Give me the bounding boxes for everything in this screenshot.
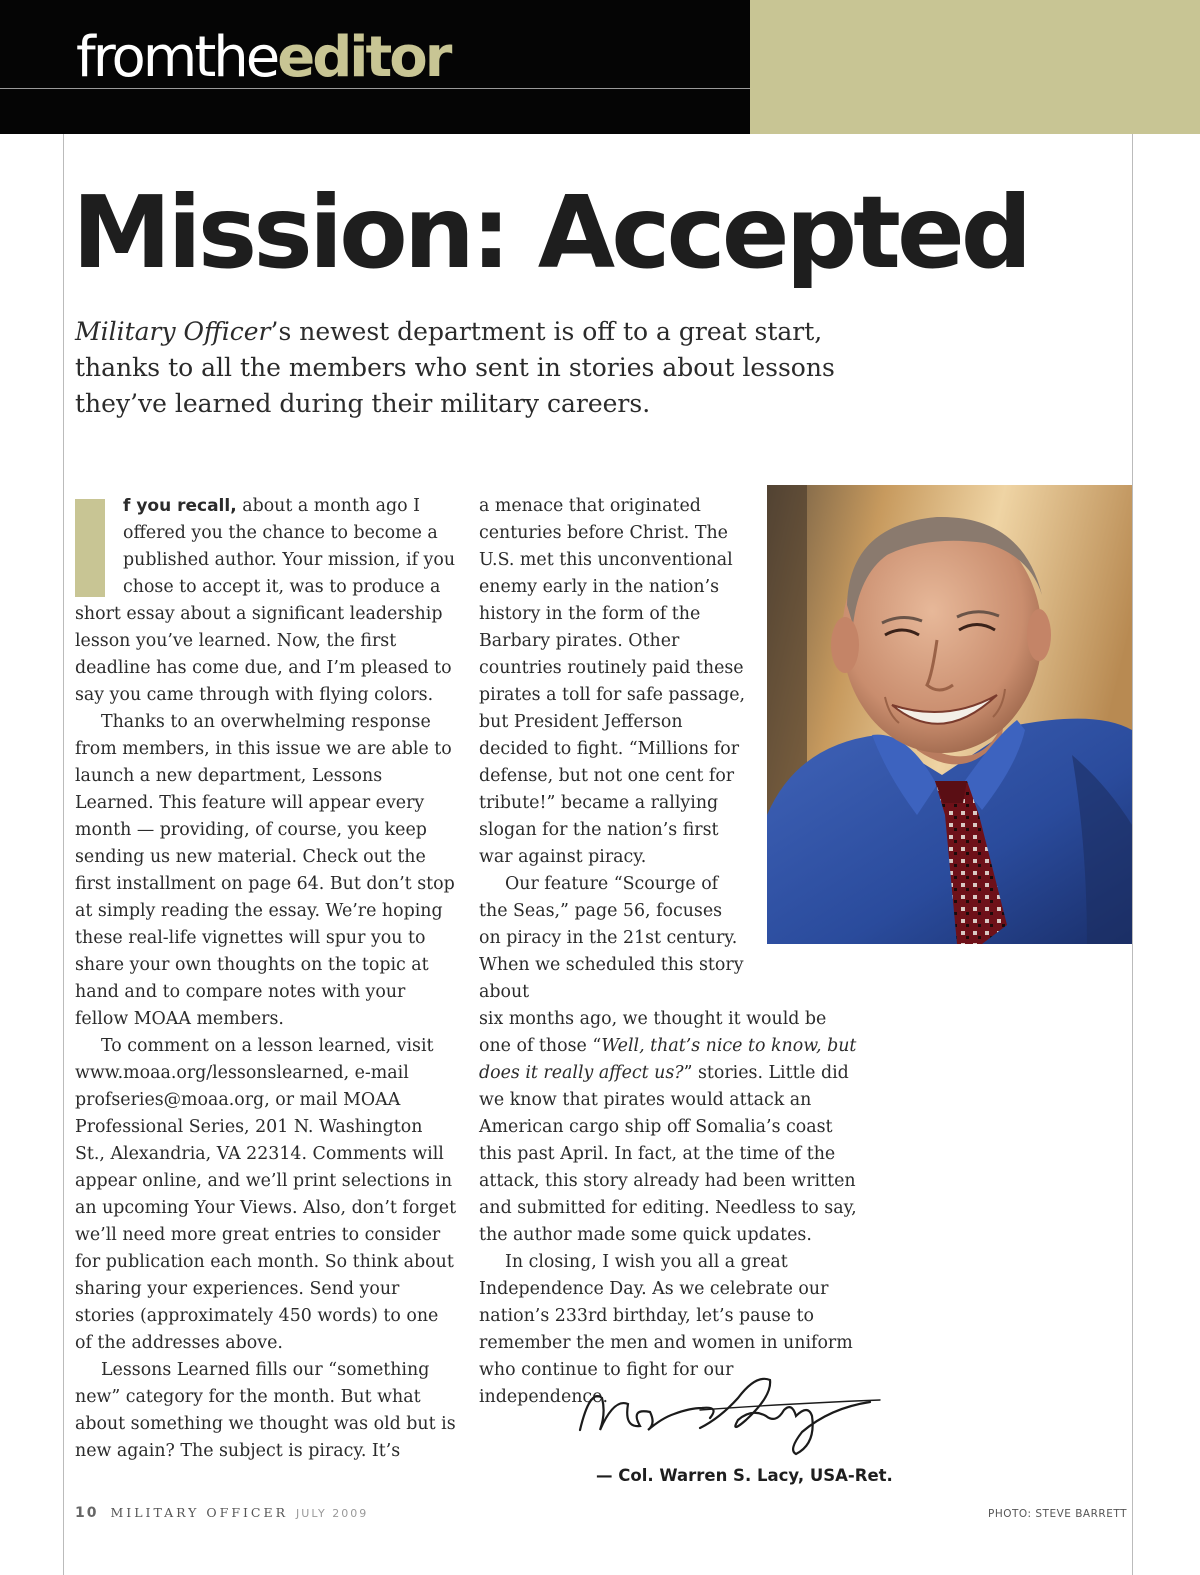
article-paragraph: Our feature “Scourge of the Seas,” page 56, focuses on piracy in the 21st century. When we scheduled this story about xyxy=(479,874,744,1002)
article-paragraph xyxy=(75,493,457,709)
frame-right-rule xyxy=(1132,134,1133,1575)
article-paragraph: Lessons Learned fills our “something new” category for the month. But what about something we thought was old but is new again? The subject is piracy. It’s xyxy=(75,1360,456,1461)
article-paragraph-continued: a menace that originated centuries before Christ. The U.S. met this unconventional enemy early in the nation’s history in the form of the Barbary pirates. Other countries routinely paid these pirates a toll for safe passage, but President Jefferson decided to fight. “Millions for defense, but not one cent for tribute!” became a rallying slogan for the nation’s first war against piracy. xyxy=(479,496,746,867)
article-column-1 xyxy=(75,493,457,1465)
frame-left-rule xyxy=(63,134,64,1575)
issue-date: JULY 2009 xyxy=(296,1507,369,1520)
article-paragraph: To comment on a lesson learned, visit www.moaa.org/lessonslearned, e-mail profseries@moaa.org, or mail MOAA Professional Series, 201 N. Washington St., Alexandria, VA 22314. Comments will appear online, and we’ll print selections in an upcoming Your Views. Also, don’t forget we’ll need more great entries to consider for publication each month. So think about sharing your experiences. Send your stories (approximately 450 words) to one of the addresses above. xyxy=(75,1036,457,1353)
header-accent-band xyxy=(750,0,1200,134)
italic-quote: Well, that’s nice to know, but does it really affect us? xyxy=(479,1036,857,1083)
department-title-bold: editor xyxy=(277,25,450,90)
deck-text: ’s newest department is off to a great start, thanks to all the members who sent in stories about lessons they’ve learned during their military careers. xyxy=(75,317,835,418)
editor-photo xyxy=(767,485,1132,944)
paragraph-text: about a month ago I offered you the chance to become a published author. Your mission, if you chose to accept it, was to produce a short essay about a significant leadership lesson you’ve learned. Now, the first deadline has come due, and I’m pleased to say you came through with flying colors. xyxy=(75,496,456,705)
signature xyxy=(570,1368,890,1458)
magazine-name: MILITARY OFFICER xyxy=(110,1505,289,1520)
headline: Mission: Accepted xyxy=(72,174,1029,291)
author-byline: — Col. Warren S. Lacy, USA-Ret. xyxy=(596,1466,893,1485)
paragraph-text: ” stories. Little did we know that pirates would attack an American cargo ship off Somalia’s coast this past April. In fact, at the time of the attack, this story already had been written and submitted for editing. Needless to say, the author made some quick updates. xyxy=(479,1063,857,1245)
department-title xyxy=(76,25,450,90)
article-paragraph-continued xyxy=(479,1006,859,1249)
lead-in: f you recall, xyxy=(123,496,237,516)
page-folio xyxy=(75,1505,368,1521)
page-number: 10 xyxy=(75,1505,99,1521)
deck-magazine-name: Military Officer xyxy=(75,317,271,346)
department-title-light: fromthe xyxy=(76,25,278,90)
deck xyxy=(75,314,835,422)
drop-cap-block xyxy=(75,499,105,597)
article-paragraph: Thanks to an overwhelming response from members, in this issue we are able to launch a new department, Lessons Learned. This feature will appear every month — providing, of course, you keep sending us new material. Check out the first installment on page 64. But don’t stop at simply reading the essay. We’re hoping these real-life vignettes will spur you to share your own thoughts on the topic at hand and to compare notes with your fellow MOAA members. xyxy=(75,712,455,1029)
photo-credit: PHOTO: STEVE BARRETT xyxy=(988,1508,1127,1520)
article-paragraph: In closing, I wish you all a great Independence Day. As we celebrate our nation’s 233rd birthday, let’s pause to remember the men and women in uniform who continue to fight for our independence. xyxy=(479,1252,853,1407)
paragraph-text: six months ago, we thought it would be one of those “ xyxy=(479,1009,827,1056)
